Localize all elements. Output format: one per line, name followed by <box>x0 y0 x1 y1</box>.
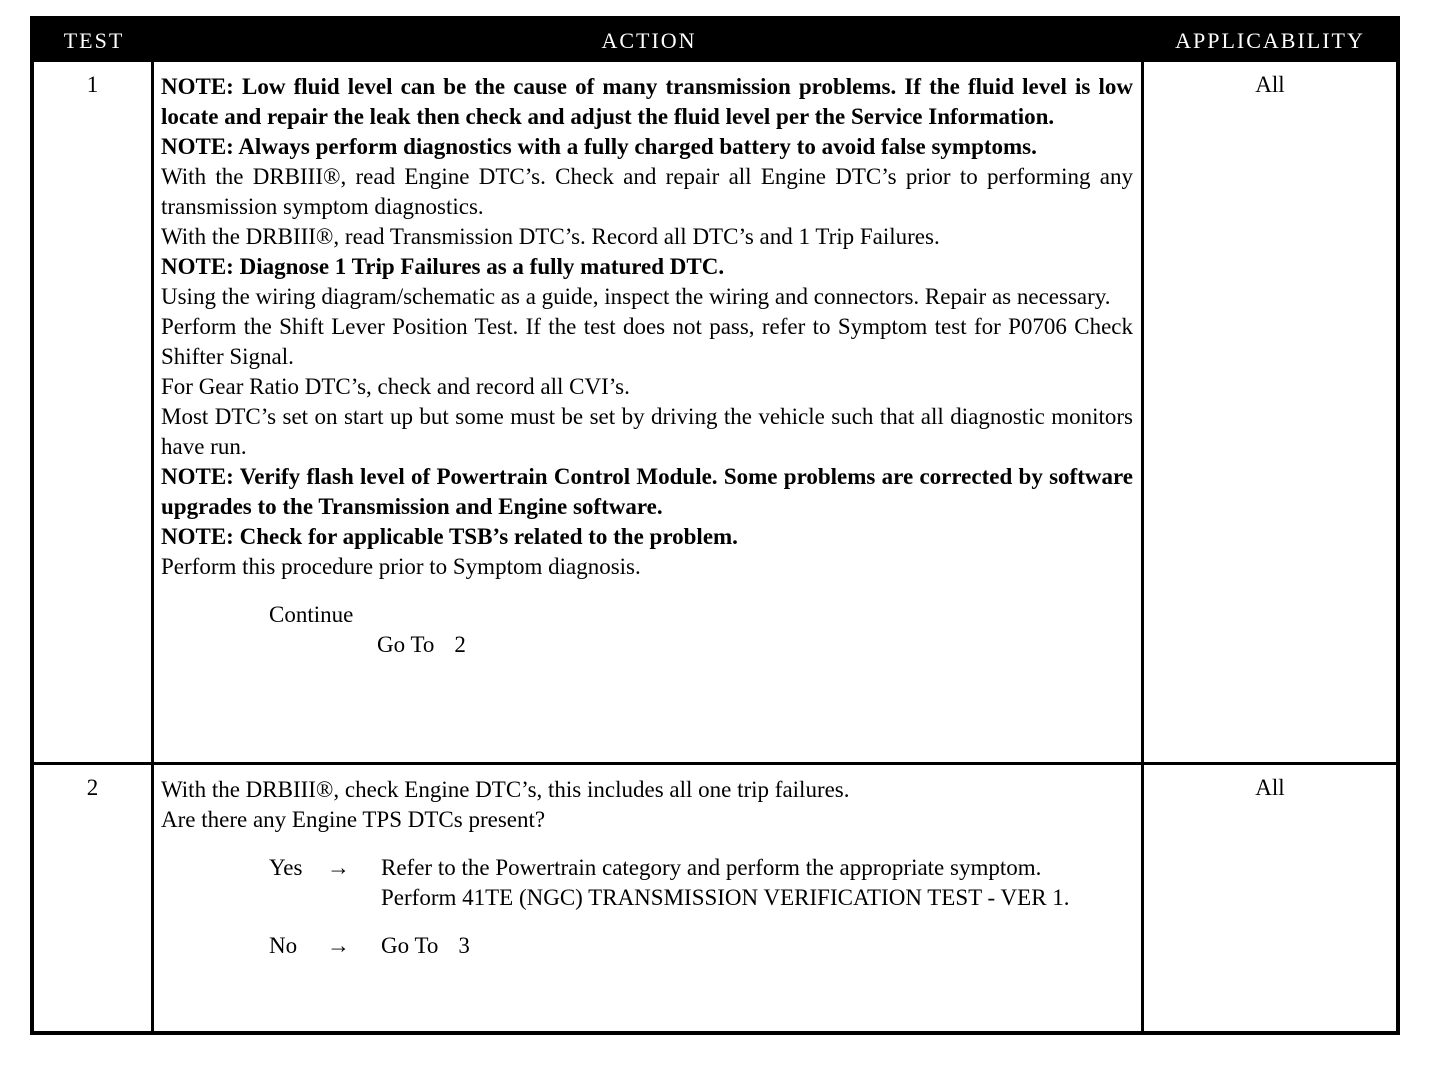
no-branch <box>269 931 1133 961</box>
goto-number: 3 <box>458 933 470 958</box>
header-test: TEST <box>63 28 125 53</box>
action-line: Most DTC’s set on start up but some must be set by driving the vehicle such that all diagnostic monitors have run. <box>161 404 1133 459</box>
yes-branch <box>269 853 1133 913</box>
table-row <box>34 762 1396 1031</box>
action-line: NOTE: Check for applicable TSB’s related to the problem. <box>161 524 738 549</box>
goto-step <box>377 630 1133 660</box>
applicability-value: All <box>1255 72 1285 97</box>
test-number: 1 <box>34 62 154 762</box>
yes-label: Yes <box>269 855 303 880</box>
goto-label: Go To <box>381 933 439 958</box>
no-label: No <box>269 933 298 958</box>
diagnostic-table <box>30 16 1400 1035</box>
yes-text-line: Refer to the Powertrain category and perform the appropriate symptom. <box>381 855 1042 880</box>
continue-label: Continue <box>269 602 354 627</box>
action-line: Perform this procedure prior to Symptom diagnosis. <box>161 554 641 579</box>
action-line: With the DRBIII®, read Engine DTC’s. Check and repair all Engine DTC’s prior to performing any transmission symptom diagnostics. <box>161 164 1133 219</box>
arrow-icon: → <box>327 855 350 880</box>
action-line: NOTE: Low fluid level can be the cause of many transmission problems. If the fluid level is low locate and repair the leak then check and adjust the fluid level per the Service Information. <box>161 74 1133 129</box>
table-row <box>34 62 1396 762</box>
action-line: Are there any Engine TPS DTCs present? <box>161 807 546 832</box>
action-line: For Gear Ratio DTC’s, check and record all CVI’s. <box>161 374 630 399</box>
action-line: With the DRBIII®, check Engine DTC’s, this includes all one trip failures. <box>161 777 850 802</box>
action-line: NOTE: Always perform diagnostics with a fully charged battery to avoid false symptoms. <box>161 134 1037 159</box>
action-cell <box>154 62 1144 762</box>
action-line: With the DRBIII®, read Transmission DTC’s. Record all DTC’s and 1 Trip Failures. <box>161 224 940 249</box>
action-line: NOTE: Diagnose 1 Trip Failures as a fully matured DTC. <box>161 254 725 279</box>
goto-number: 2 <box>454 632 466 657</box>
goto-label: Go To <box>377 632 435 657</box>
arrow-icon: → <box>327 933 350 958</box>
action-cell <box>154 765 1144 1031</box>
action-line: NOTE: Verify flash level of Powertrain Control Module. Some problems are corrected by software upgrades to the Transmission and Engine software. <box>161 464 1133 519</box>
yes-text-line: Perform 41TE (NGC) TRANSMISSION VERIFICATION TEST - VER 1. <box>381 885 1070 910</box>
yes-text <box>381 853 1133 913</box>
header-action: ACTION <box>601 28 697 53</box>
no-goto <box>381 931 1133 961</box>
test-number: 2 <box>34 765 154 1031</box>
table-header <box>34 20 1396 62</box>
applicability-value: All <box>1255 775 1285 800</box>
action-line: Perform the Shift Lever Position Test. If the test does not pass, refer to Symptom test for P0706 Check Shifter Signal. <box>161 314 1133 369</box>
action-line: Using the wiring diagram/schematic as a guide, inspect the wiring and connectors. Repair as necessary. <box>161 284 1111 309</box>
header-applicability: APPLICABILITY <box>1175 28 1365 53</box>
